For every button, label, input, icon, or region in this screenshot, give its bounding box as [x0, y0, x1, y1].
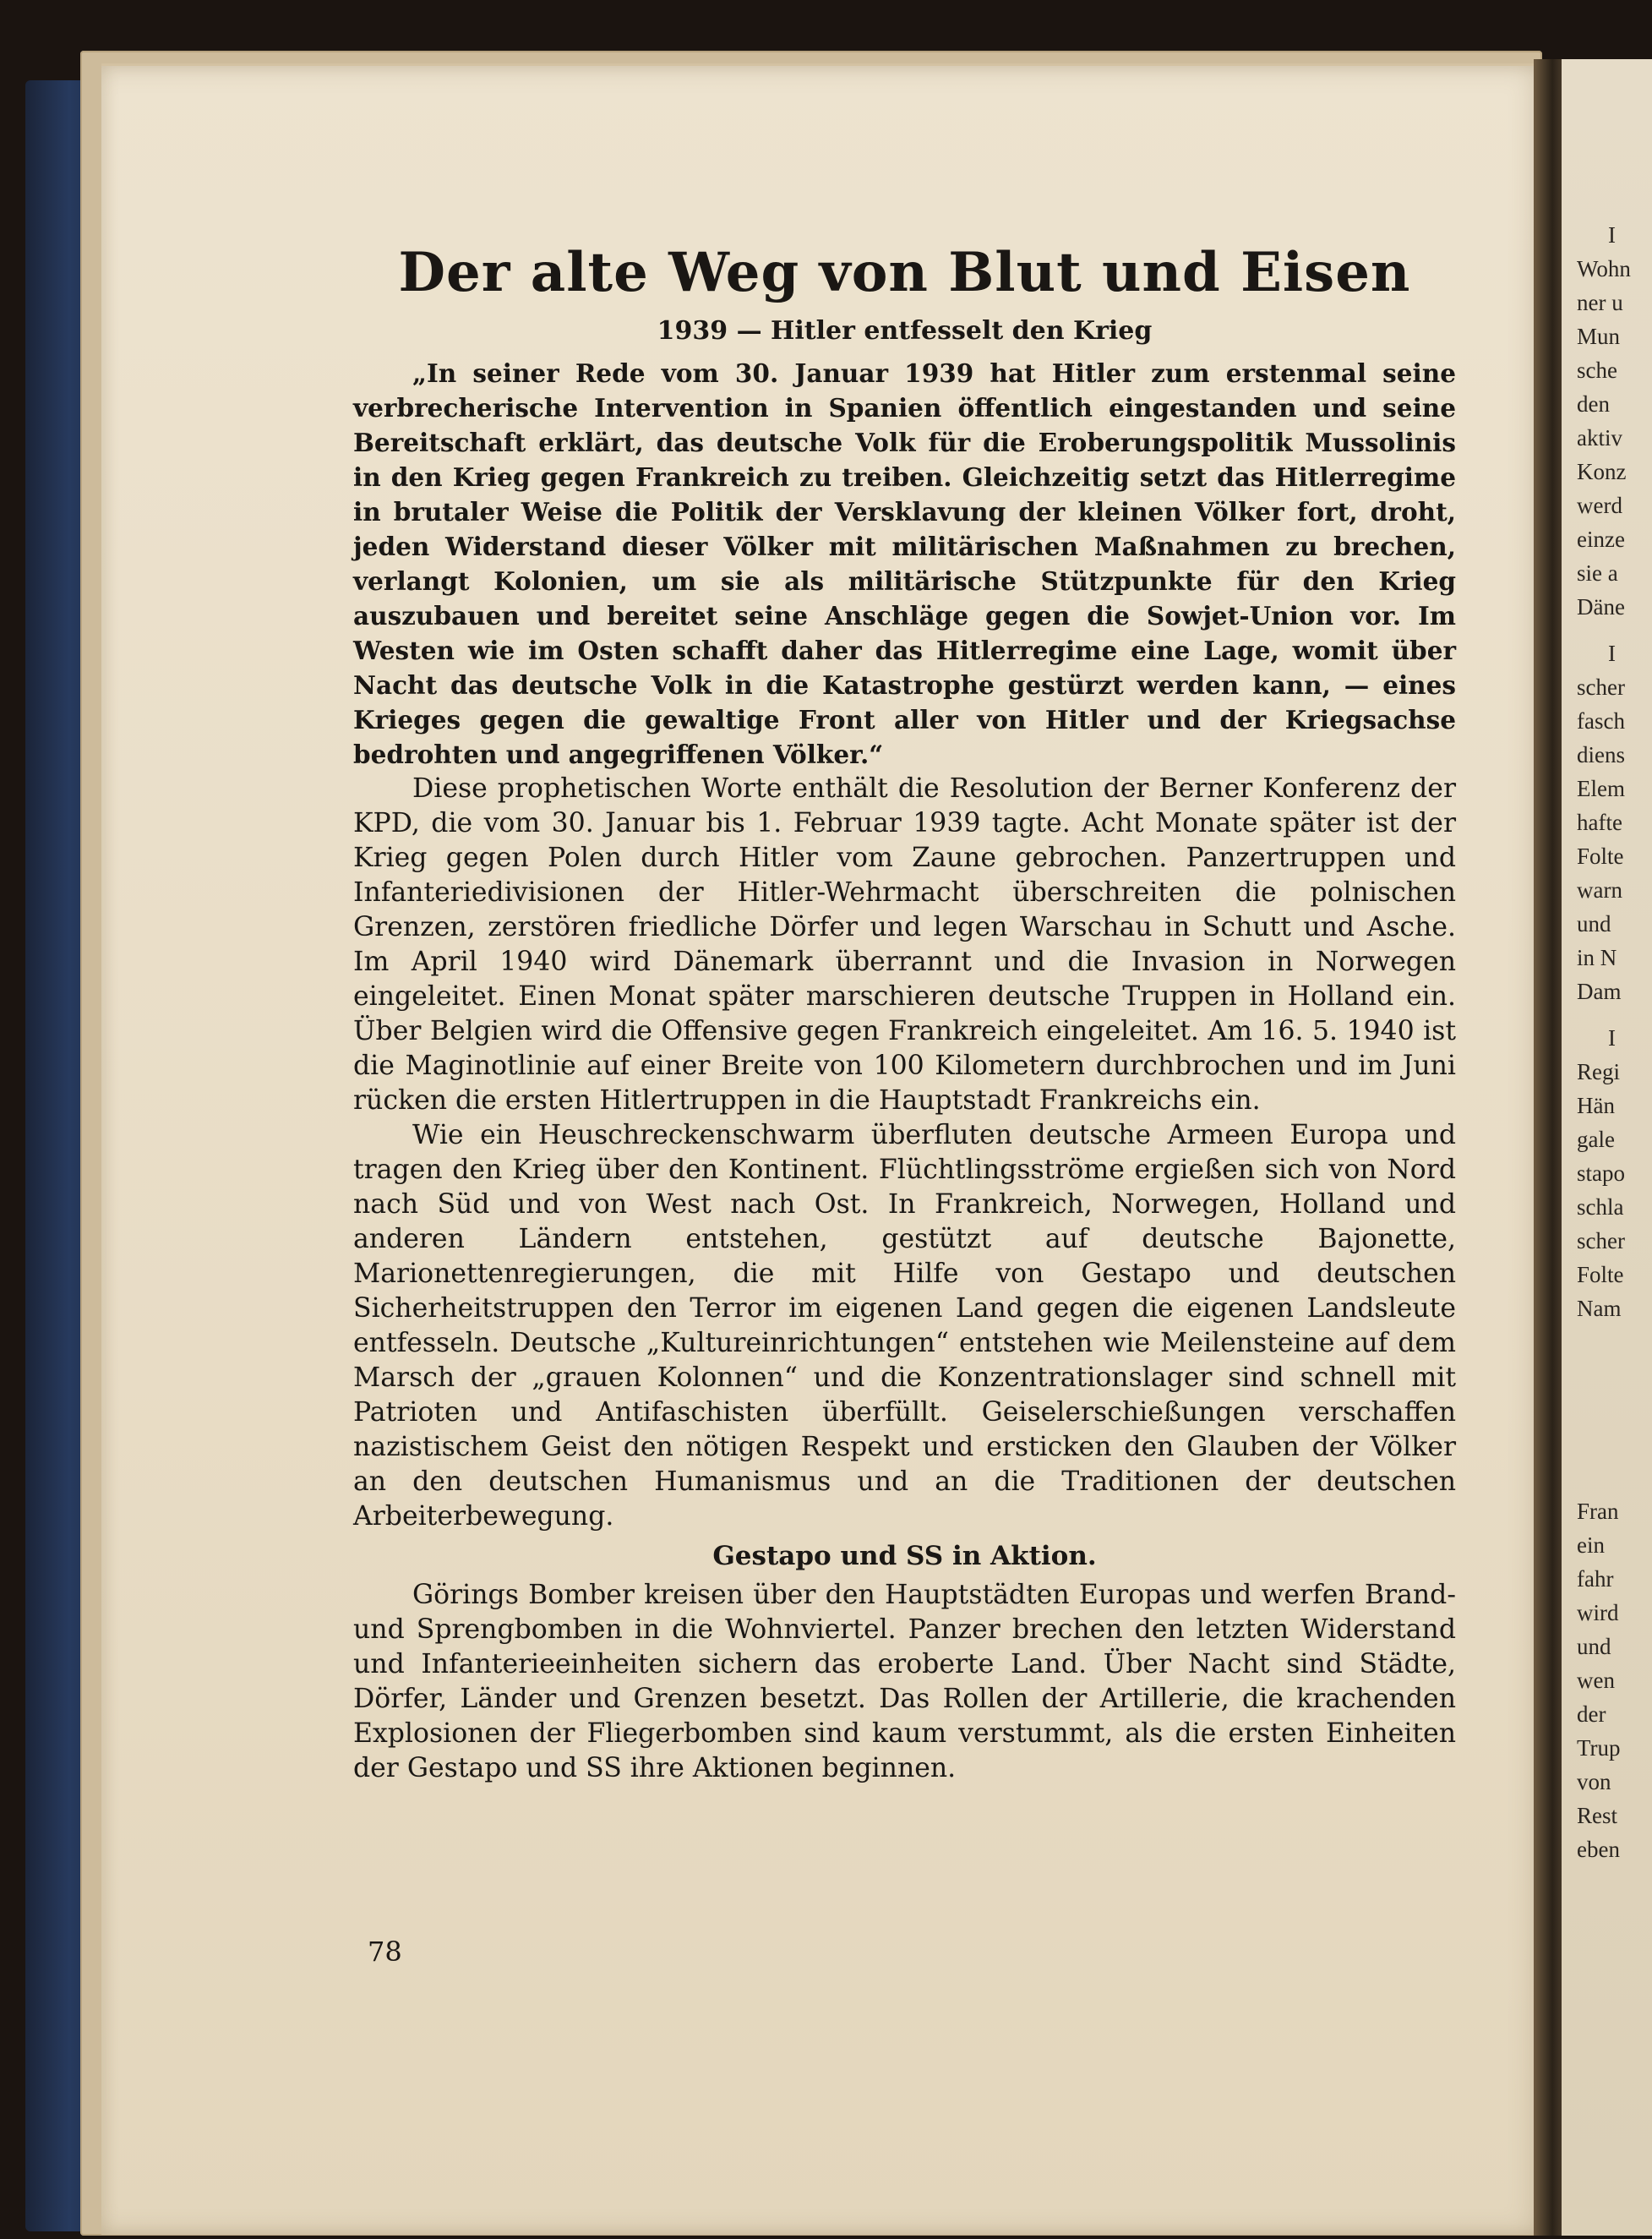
- paragraph-2: Wie ein Heuschreckenschwarm überfluten deutsche Armeen Europa und tragen den Krieg über den Kontinent. Flüchtlingsströme ergießen sich von Nord nach Süd und von West nach Ost. In Frankreich, Norwegen, Holland und anderen Ländern entstehen, gestützt auf deutsche Bajonette, Marionettenregierungen, die mit Hilfe von Gestapo und deutschen Sicherheitstruppen den Terror im eigenen Land gegen die eigenen Landsleute entfesseln. Deutsche „Kultureinrichtungen“ entstehen wie Meilensteine auf dem Marsch der „grauen Kolonnen“ und die Konzentrationslager sind schnell mit Patrioten und Antifaschisten überfüllt. Geiselerschießungen verschaffen nazistischem Geist den nötigen Respekt und ersticken den Glauben der Völker an den deutschen Humanismus und an die Traditionen der deutschen Arbeiterbewegung.: [353, 1120, 1456, 1532]
- paragraph-3: Görings Bomber kreisen über den Hauptstädten Europas und werfen Brand- und Sprengbomben in die Wohnviertel. Panzer brechen den letzten Widerstand und Infanterieeinheiten sichern das eroberte Land. Über Nacht sind Städte, Dörfer, Länder und Grenzen besetzt. Das Rollen der Artillerie, die krachenden Explosionen der Fliegerbomben sind kaum verstummt, als die ersten Einheiten der Gestapo und SS ihre Aktionen beginnen.: [353, 1580, 1456, 1783]
- next-page-fragment: den: [1577, 391, 1610, 417]
- paragraph-1: Diese prophetischen Worte enthält die Resolution der Berner Konferenz der KPD, die vom 30. Januar bis 1. Februar 1939 tagte. Acht Monate später ist der Krieg gegen Polen durch Hitler vom Zaune gebrochen. Panzertruppen und Infanteriedivisionen der Hitler-Wehrmacht überschreiten die polnischen Grenzen, zerstören friedliche Dörfer und legen Warschau in Schutt und Asche. Im April 1940 wird Dänemark überrannt und die Invasion in Norwegen eingeleitet. Einen Monat später marschieren deutsche Truppen in Holland ein. Über Belgien wird die Offensive gegen Frankreich eingeleitet. Am 16. 5. 1940 ist die Maginotlinie auf einer Breite von 100 Kilometern durchbrochen und im Juni rücken die ersten Hitlertruppen in die Hauptstadt Frankreichs ein.: [353, 773, 1456, 1116]
- next-page-fragment: ein: [1577, 1532, 1605, 1558]
- section-heading: Gestapo und SS in Aktion.: [712, 1541, 1097, 1571]
- next-page-fragment: der: [1577, 1701, 1606, 1727]
- next-page-fragment: und: [1577, 1634, 1611, 1659]
- next-page-fragment: Dam: [1577, 979, 1622, 1004]
- next-page-fragment: scher: [1577, 1228, 1625, 1253]
- article-title: Der alte Weg von Blut und Eisen: [398, 241, 1411, 304]
- next-page-fragment: gale: [1577, 1127, 1615, 1152]
- next-page-fragment: sche: [1577, 358, 1617, 383]
- next-page-fragment: werd: [1577, 493, 1622, 518]
- next-page-fragment: eben: [1577, 1837, 1620, 1862]
- next-page-fragment: diens: [1577, 742, 1625, 767]
- next-page-fragment: Hän: [1577, 1093, 1615, 1118]
- next-page-fragment: hafte: [1577, 810, 1622, 835]
- next-page-fragment: scher: [1577, 674, 1625, 700]
- next-page-fragment: Folte: [1577, 1262, 1624, 1287]
- next-page-fragment: I: [1608, 641, 1616, 666]
- next-page-fragment: fasch: [1577, 708, 1625, 734]
- next-page-fragment: Trup: [1577, 1735, 1621, 1761]
- next-page-fragment: einze: [1577, 527, 1625, 552]
- next-page-fragment: Däne: [1577, 594, 1625, 620]
- next-page-fragment: Mun: [1577, 324, 1621, 349]
- next-page-fragment: I: [1608, 1025, 1616, 1051]
- next-page-fragment: warn: [1577, 877, 1622, 903]
- next-page-fragment: Rest: [1577, 1803, 1618, 1828]
- next-page-fragment: ner u: [1577, 290, 1623, 315]
- next-page-fragment: schla: [1577, 1194, 1624, 1220]
- page-number: 78: [368, 1936, 402, 1968]
- article-body: [353, 241, 1456, 1786]
- next-page-fragment: stapo: [1577, 1160, 1625, 1186]
- next-page-fragment: von: [1577, 1769, 1611, 1794]
- next-page-fragment: wird: [1577, 1600, 1619, 1625]
- next-page-fragment: Wohn: [1577, 256, 1631, 281]
- next-page-fragment: Regi: [1577, 1059, 1620, 1084]
- next-page-fragment: Fran: [1577, 1499, 1619, 1524]
- next-page-fragment: Elem: [1577, 776, 1625, 801]
- next-page-fragment: in N: [1577, 945, 1617, 970]
- next-page-fragment: fahr: [1577, 1566, 1614, 1592]
- next-page-fragment: Folte: [1577, 844, 1624, 869]
- resolution-quote: „In seiner Rede vom 30. Januar 1939 hat Hitler zum erstenmal seine verbrecherische Intervention in Spanien öffentlich eingestanden und seine Bereitschaft erklärt, das deutsche Volk für die Eroberungspolitik Mussolinis in den Krieg gegen Frankreich zu treiben. Gleichzeitig setzt das Hitlerregime in brutaler Weise die Politik der Versklavung der kleinen Völker fort, droht, jeden Widerstand dieser Völker mit militärischen Maßnahmen zu brechen, verlangt Kolonien, um sie als militärische Stützpunkte für den Krieg auszubauen und bereitet seine Anschläge gegen die Sowjet-Union vor. Im Westen wie im Osten schafft daher das Hitlerregime eine Lage, womit über Nacht das deutsche Volk in die Katastrophe gestürzt werden kann, — eines Krieges gegen die gewaltige Front aller von Hitler und der Kriegsachse bedrohten und angegriffenen Völker.“: [353, 358, 1456, 769]
- article-subtitle: 1939 — Hitler entfesselt den Krieg: [657, 316, 1153, 346]
- next-page-fragment: wen: [1577, 1668, 1615, 1693]
- next-page-edge: [1562, 59, 1652, 2236]
- next-page-fragment: aktiv: [1577, 425, 1622, 451]
- next-page-fragment: sie a: [1577, 560, 1618, 586]
- next-page-fragment: I: [1608, 222, 1616, 248]
- next-page-fragment: und: [1577, 911, 1611, 937]
- next-page-fragment: Konz: [1577, 459, 1627, 484]
- next-page-fragment: Nam: [1577, 1296, 1622, 1321]
